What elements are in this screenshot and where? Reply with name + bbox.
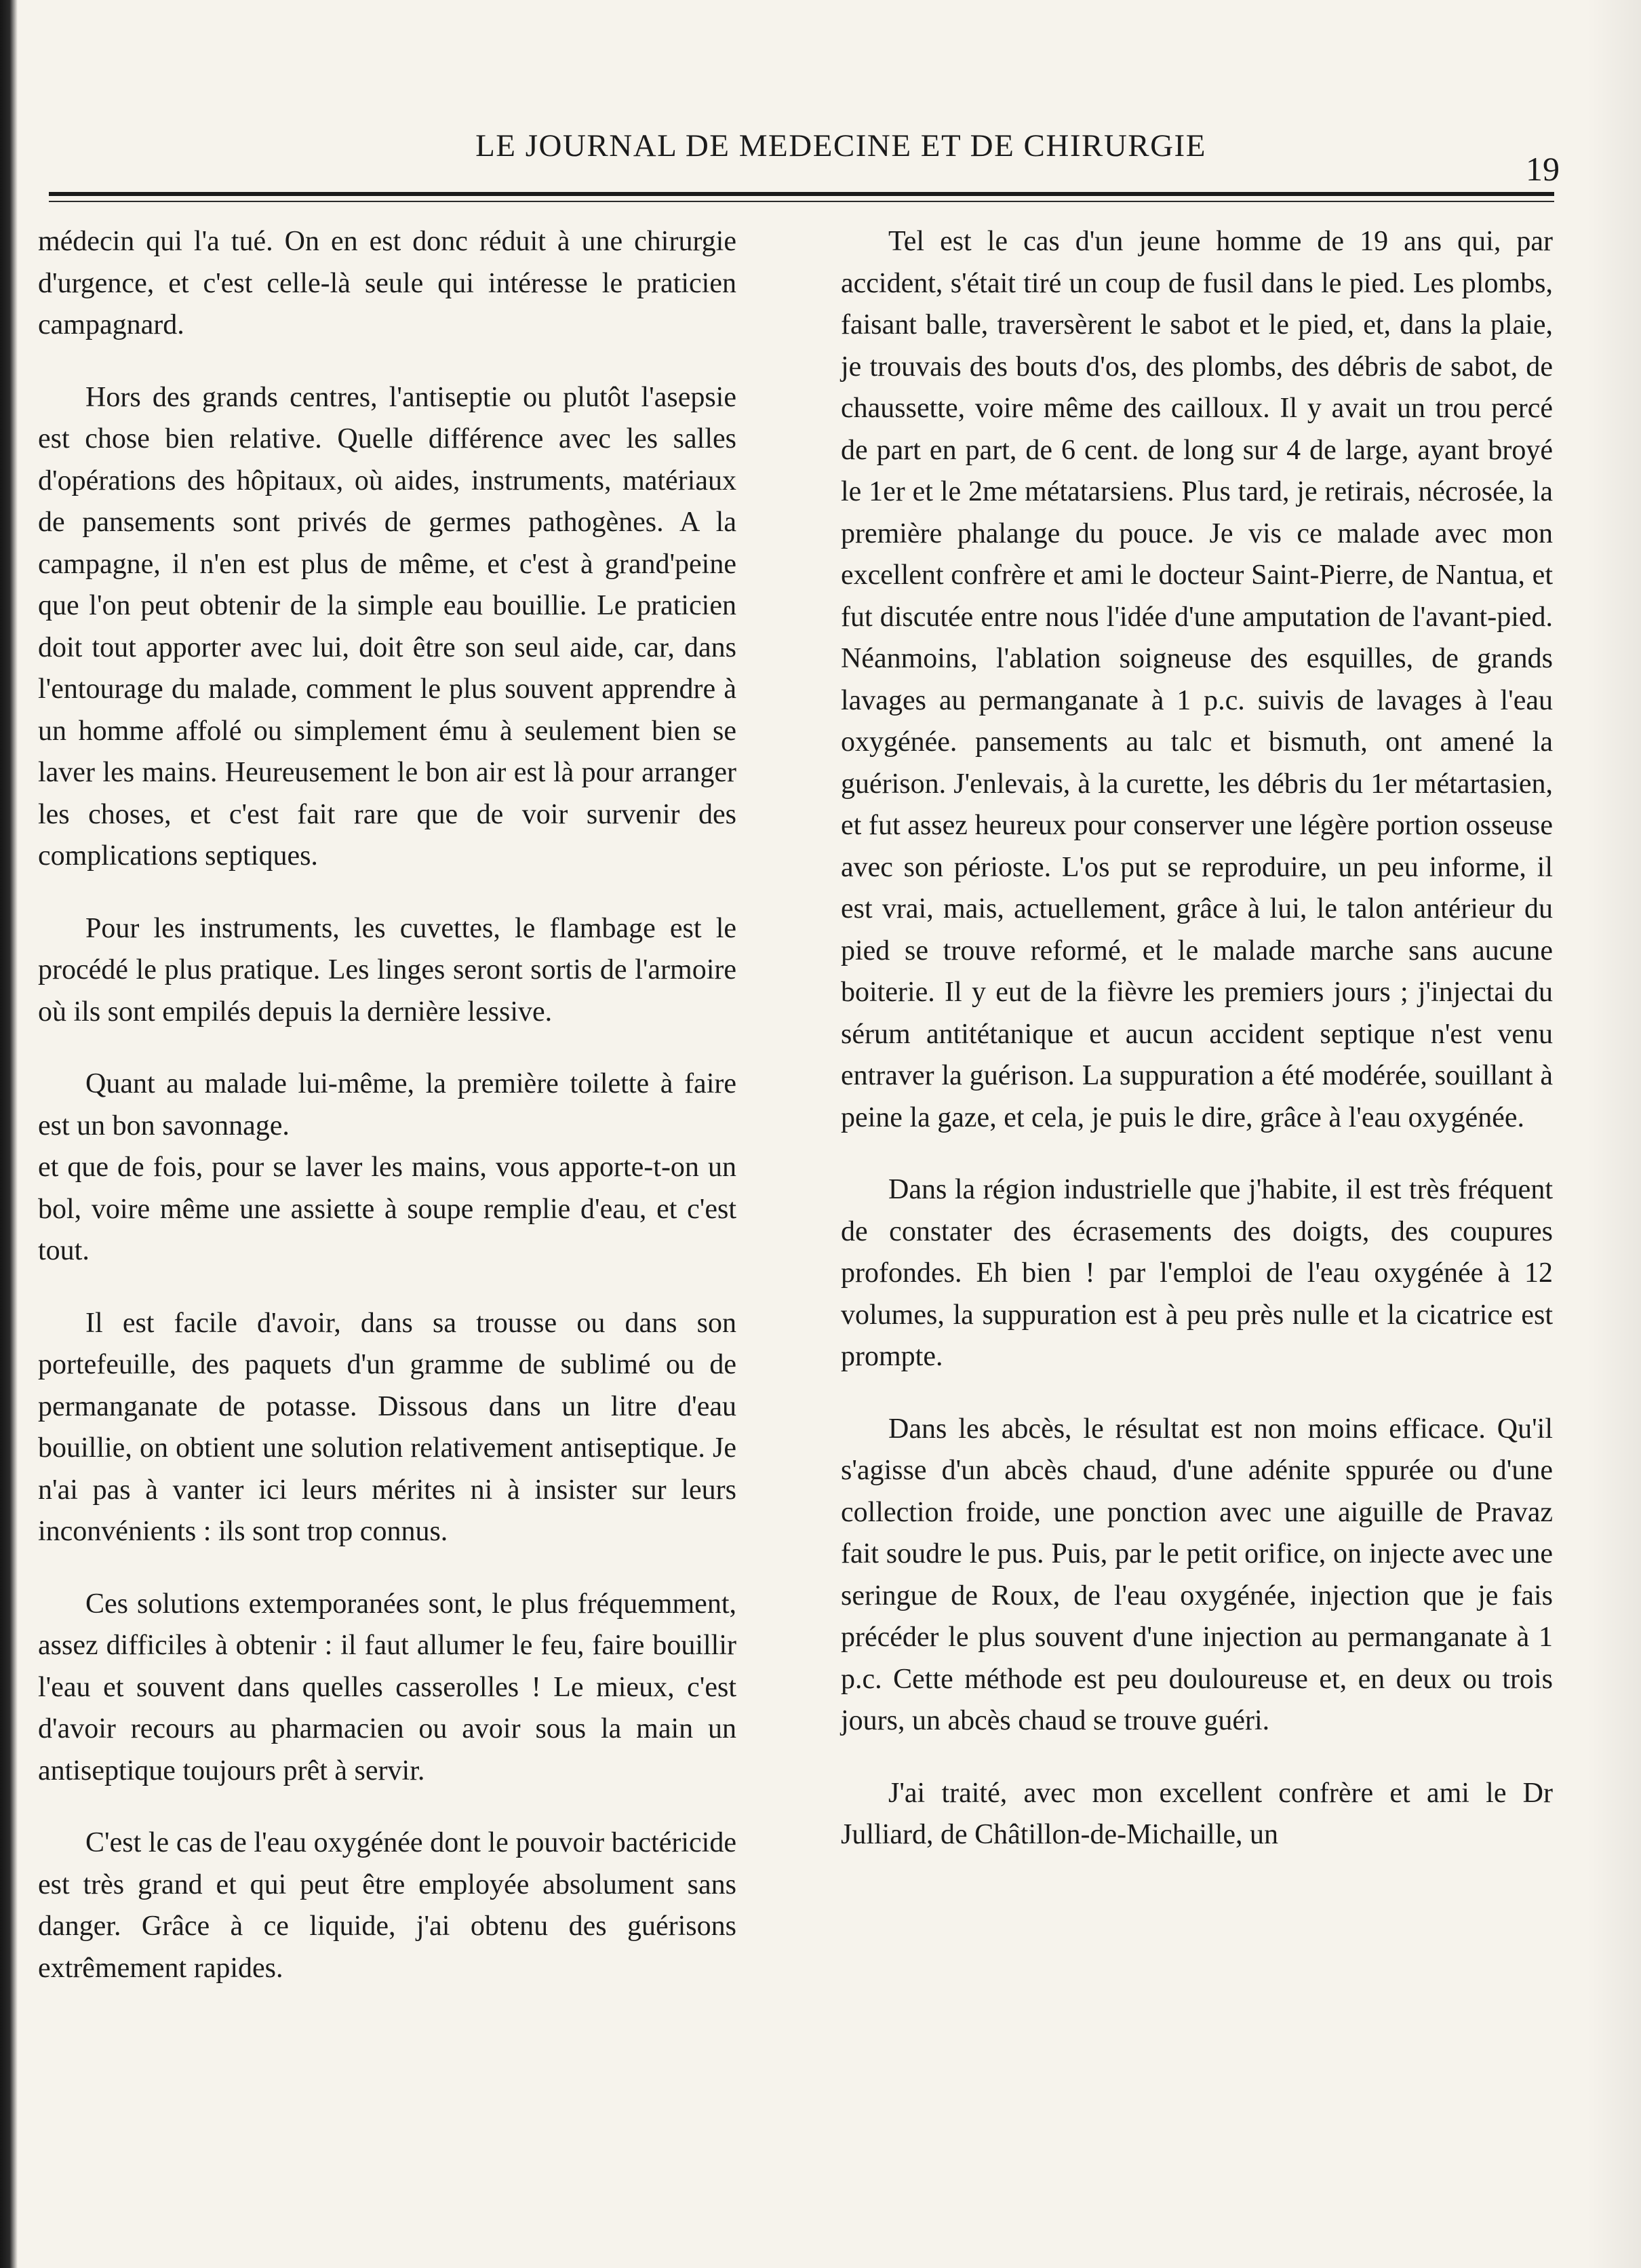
paragraph: Dans les abcès, le résultat est non moins efficace. Qu'il s'agisse d'un abcès chaud, d'une adénite sppurée ou d'une collection froide, une ponction avec une aiguille de Pravaz fait soudre le pus. Puis, par le petit orifice, on injecte avec une seringue de Roux, de l'eau oxygénée, injection que je fais précéder le plus souvent d'une injection au permanganate à 1 p.c. Cette méthode est peu douloureuse et, en deux ou trois jours, un abcès chaud se trouve guéri. — [841, 1413, 1553, 1736]
paragraph: Ces solutions extemporanées sont, le plus fréquemment, assez difficiles à obtenir : il faut allumer le feu, faire bouillir l'eau et souvent dans quelles casserolles ! Le mieux, c'est d'avoir recours au pharmacien ou avoir sous la main un antiseptique toujours prêt à servir. — [38, 1588, 736, 1786]
paragraph: Hors des grands centres, l'antiseptie ou plutôt l'asepsie est chose bien relative. Quelle différence avec les salles d'opérations des hôpitaux, où aides, instruments, matériaux de pansements sont privés de germes pathogènes. A la campagne, il n'en est plus de même, et c'est à grand'peine que l'on peut obtenir de la simple eau bouillie. Le praticien doit tout apporter avec lui, doit être son seul aide, car, dans l'entourage du malade, comment le plus souvent apprendre à un homme affolé ou simplement ému à seulement bien se laver les mains. Heureusement le bon air est là pour arranger les choses, et c'est fait rare que de voir survenir des complications septiques. — [38, 381, 736, 872]
left-column — [38, 221, 736, 2020]
page-number: 19 — [1526, 150, 1560, 188]
paragraph: Dans la région industrielle que j'habite, il est très fréquent de constater des écrasements des doigts, des coupures profondes. Eh bien ! par l'emploi de l'eau oxygénée à 12 volumes, la suppuration est à peu près nulle et la cicatrice est prompte. — [841, 1174, 1553, 1372]
scan-right-edge — [1587, 0, 1641, 2268]
paragraph: J'ai traité, avec mon excellent confrère et ami le Dr Julliard, de Châtillon-de-Michaille, un — [841, 1777, 1553, 1850]
paragraph: Quant au malade lui-même, la première toilette à faire est un bon savonnage. — [38, 1068, 736, 1141]
header-rule-thick — [49, 192, 1554, 196]
running-title: LE JOURNAL DE MEDECINE ET DE CHIRURGIE — [475, 128, 1206, 163]
paragraph: et que de fois, pour se laver les mains, vous apporte-t-on un bol, voire même une assiette à soupe remplie d'eau, et c'est tout. — [38, 1152, 736, 1266]
paragraph: Pour les instruments, les cuvettes, le flambage est le procédé le plus pratique. Les linges seront sortis de l'armoire où ils sont empilés depuis la dernière lessive. — [38, 912, 736, 1028]
right-column — [841, 221, 1553, 1887]
paragraph: Il est facile d'avoir, dans sa trousse ou dans son portefeuille, des paquets d'un gramme de sublimé ou de permanganate de potasse. Dissous dans un litre d'eau bouillie, on obtient une solution relativement antiseptique. Je n'ai pas à vanter ici leurs mérites ni à insister sur leurs inconvénients : ils sont trop connus. — [38, 1307, 736, 1547]
paragraph: Tel est le cas d'un jeune homme de 19 ans qui, par accident, s'était tiré un coup de fusil dans le pied. Les plombs, faisant balle, traversèrent le sabot et le pied, et, dans la plaie, je trouvais des bouts d'os, des plombs, des débris de sabot, de chaussette, voire même des cailloux. Il y avait un trou percé de part en part, de 6 cent. de long sur 4 de large, ayant broyé le 1er et le 2me métatarsiens. Plus tard, je retirais, nécrosée, la première phalange du pouce. Je vis ce malade avec mon excellent confrère et ami le docteur Saint-Pierre, de Nantua, et fut discutée entre nous l'idée d'une amputation de l'avant-pied. Néanmoins, l'ablation soigneuse des esquilles, de grands lavages au permanganate à 1 p.c. suivis de lavages à l'eau oxygénée. pansements au talc et bismuth, ont amené la guérison. J'enlevais, à la curette, les débris du 1er métartasien, et fut assez heureux pour conserver une légère portion osseuse avec son périoste. L'os put se reproduire, un peu informe, il est vrai, mais, actuellement, grâce à lui, le talon antérieur du pied se trouve reformé, et le malade marche sans aucune boiterie. Il y eut de la fièvre les premiers jours ; j'injectai du sérum antitétanique et aucun accident septique n'est venu entraver la guérison. La suppuration a été modérée, souillant à peine la gaze, et cela, je puis le dire, grâce à l'eau oxygénée. — [841, 226, 1553, 1133]
paragraph: médecin qui l'a tué. On en est donc réduit à une chirurgie d'urgence, et c'est celle-là seule qui intéresse le praticien campagnard. — [38, 226, 736, 340]
paragraph: C'est le cas de l'eau oxygénée dont le pouvoir bactéricide est très grand et qui peut être employée absolument sans danger. Grâce à ce liquide, j'ai obtenu des guérisons extrêmement rapides. — [38, 1827, 736, 1984]
header-rule-thin — [49, 201, 1554, 202]
scan-left-edge — [0, 0, 18, 2268]
